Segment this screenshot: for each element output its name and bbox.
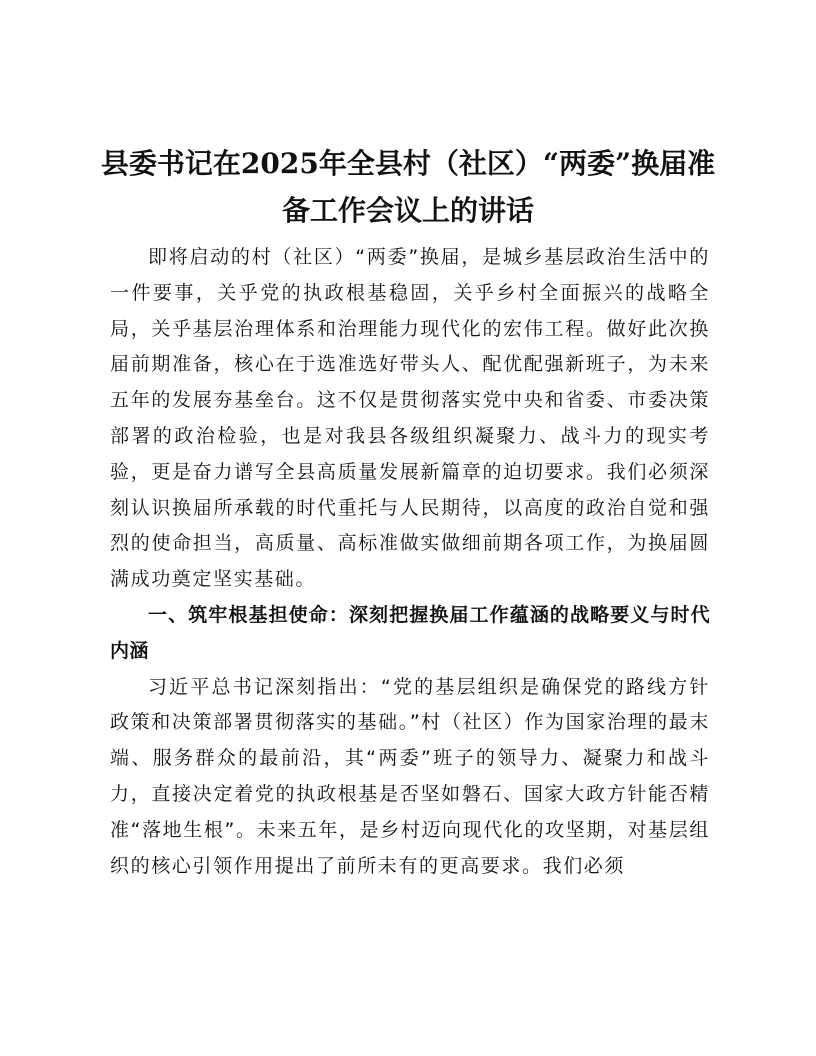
document-title: 县委书记在2025年全县村（社区）“两委”换届准备工作会议上的讲话: [100, 147, 716, 227]
body-paragraph-section-1: 习近平总书记深刻指出：“党的基层组织是确保党的路线方针政策和决策部署贯彻落实的基础。”村（社区）作为国家治理的最末端、服务群众的最前沿，其“两委”班子的领导力、凝聚力和战斗力，直接决定着党的执政根基是否坚如磐石、国家大政方针能否精准“落地生根”。未来五年，是乡村迈向现代化的攻坚期，对基层组织的核心引领作用提出了前所未有的更高要求。我们必须: [110, 675, 710, 877]
body-paragraph-intro: 即将启动的村（社区）“两委”换届，是城乡基层政治生活中的一件要事，关乎党的执政根基稳固，关乎乡村全面振兴的战略全局，关乎基层治理体系和治理能力现代化的宏伟工程。做好此次换届前期准备，核心在于选准选好带头人、配优配强新班子，为未来五年的发展夯基垒台。这不仅是贯彻落实党中央和省委、市委决策部署的政治检验，也是对我县各级组织凝聚力、战斗力的现实考验，更是奋力谱写全县高质量发展新篇章的迫切要求。我们必须深刻认识换届所承载的时代重托与人民期待，以高度的政治自觉和强烈的使命担当，高质量、高标准做实做细前期各项工作，为换届圆满成功奠定坚实基础。: [110, 246, 710, 591]
section-heading-1: 一、筑牢根基担使命：深刻把握换届工作蕴涵的战略要义与时代内涵: [110, 603, 710, 662]
document-body: [110, 240, 710, 884]
